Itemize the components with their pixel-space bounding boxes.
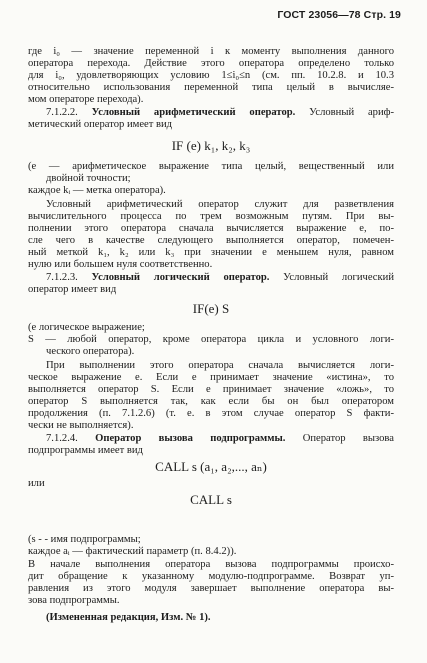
text-line: выполняется оператор S. Если е принимает значение «ложь», то (28, 384, 394, 395)
text-line: S — любой оператор, кроме оператора цикла и условного логи- (28, 334, 394, 345)
text-line: ный меткой k₁, k₂ или k₃ при значении е меньшем нуля, равном (28, 247, 394, 258)
text-line: двойной точности; (46, 173, 131, 184)
formula: IF (е) k₁, k₂, k₃ (171, 138, 251, 153)
text-line: мом операторе перехода). (28, 94, 144, 105)
text-line: дит обращение к указанному модулю-подпрограмме. Возврат уп- (28, 571, 394, 582)
text-line: В начале выполнения оператора вызова подпрограммы происхо- (28, 559, 394, 570)
text-line: оператор S выполняется так, как если бы он был оператором (28, 396, 394, 407)
formula: IF(е) S (192, 301, 230, 316)
text-line: метический оператор имеет вид (28, 119, 173, 130)
text-line: 7.1.2.2. Условный арифметический оператор. Условный ариф- (46, 107, 395, 118)
text-line: 7.1.2.4. Оператор вызова подпрограммы. Оператор вызова (46, 433, 394, 444)
text-line: нулю или большем нуля соответственно. (28, 259, 213, 270)
text-line: (е — арифметическое выражение типа целый, вещественный или (28, 161, 394, 172)
text-line: каждое kᵢ — метка оператора). (28, 185, 166, 196)
text-line: или (28, 478, 45, 489)
formula: CALL s (190, 492, 232, 507)
text-line: равления из этого модуля завершает выполнение оператора вы- (28, 583, 394, 594)
page-header: ГОСТ 23056—78 Стр. 19 (277, 9, 401, 21)
text-line: (s - - имя подпрограммы; (28, 534, 141, 545)
text-line: полнении этого оператора сначала вычисляется выражение е, по- (28, 223, 394, 234)
text-line: (Измененная редакция, Изм. № 1). (46, 612, 211, 623)
text-line: зова подпрограммы. (28, 595, 120, 606)
text-line: где i₀ — значение переменной i к моменту выполнения данного (28, 46, 394, 57)
text-line: оператор имеет вид (28, 284, 117, 295)
text-line: ческое выражение е. Если е принимает значение «истина», то (28, 372, 394, 383)
formula: CALL s (a₁, a₂,..., aₙ) (155, 459, 267, 474)
text-line: ческого оператора). (46, 346, 135, 357)
text-line: подпрограммы имеет вид (28, 445, 143, 456)
text-line: вычислительного процесса по трем возможным путям. При вы- (28, 211, 394, 222)
text-line: каждое aᵢ — фактический параметр (п. 8.4.2)). (28, 546, 237, 557)
text-line: При выполнении этого оператора сначала вычисляется логи- (46, 360, 394, 371)
text-line: относительно использования переменной типа целый в вычисляе- (28, 82, 394, 93)
text-line: чески не выполняется). (28, 420, 134, 431)
text-line: 7.1.2.3. Условный логический оператор. Условный логический (46, 272, 394, 283)
text-line: для i₀, удовлетворяющих условию 1≤i₀≤n (см. пп. 10.2.8. и 10.3 (28, 70, 394, 81)
text-line: сле чего в качестве следующего выполняется оператор, помечен- (28, 235, 394, 246)
text-line: оператора перехода. Действие этого оператора определено только (28, 58, 394, 69)
text-line: Условный арифметический оператор служит для разветвления (46, 199, 394, 210)
text-line: продолжения (п. 7.1.2.6) (т. е. в этом случае оператор S факти- (28, 408, 394, 419)
text-line: (е логическое выражение; (28, 322, 145, 333)
